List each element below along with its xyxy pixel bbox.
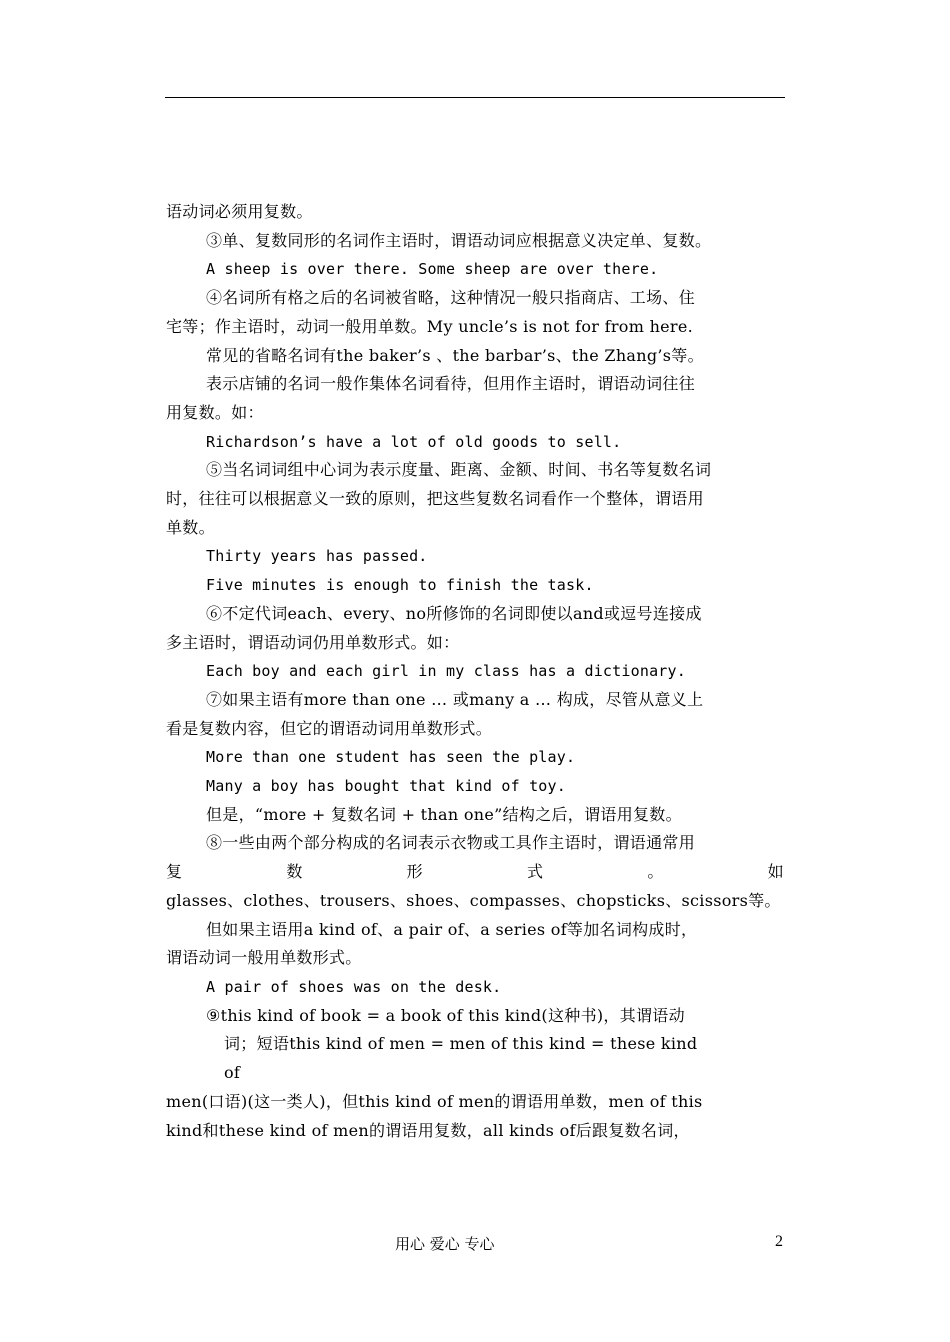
text-line: ⑦如果主语有more than one … 或many a … 构成，尽管从意义上 [206,689,704,709]
text-line: 但是，“more + 复数名词 + than one”结构之后，谓语用复数。 [206,804,682,824]
text-line: 用复数。如： [166,402,264,422]
text-line: men(口语)(这一类人)，但this kind of men的谓语用单数，men of this [166,1091,703,1111]
footer-motto: 用心 爱心 专心 [395,1235,495,1253]
document-body [166,198,784,1145]
text-line: 宅等；作主语时，动词一般用单数。My uncle’s is not for from here. [166,316,694,336]
justified-word: 数 [286,862,303,882]
text-line: 单数。 [166,517,215,537]
text-line: 看是复数内容，但它的谓语动词用单数形式。 [166,718,493,738]
justified-word: 形 [406,862,423,882]
text-line: 表示店铺的名词一般作集体名词看待，但用作主语时，谓语动词往往 [206,374,696,394]
text-line: glasses、clothes、trousers、shoes、compasses、chopsticks、scissors等。 [166,890,781,910]
justified-word: 式 [526,862,544,882]
justified-word: 。 [647,862,664,882]
text-line: ⑤当名词词组中心词为表示度量、距离、金额、时间、书名等复数名词 [206,460,712,480]
header-rule [165,97,785,98]
justified-word: 复 [166,862,183,882]
example-sentence: A pair of shoes was on the desk. [206,977,502,996]
example-sentence: Thirty years has passed. [206,547,428,566]
text-line: kind和these kind of men的谓语用复数，all kinds of后跟复数名词， [166,1120,690,1140]
justified-word: 如 [767,862,784,882]
text-line: 常见的省略名词有the baker’s 、the barbar’s、the Zhang’s等。 [206,345,704,365]
text-line: 谓语动词一般用单数形式。 [166,948,362,968]
text-line: of [224,1063,241,1083]
text-line: 语动词必须用复数。 [166,202,313,221]
text-line: 词；短语this kind of men = men of this kind = these kind [224,1034,698,1054]
text-line: 但如果主语用a kind of、a pair of、a series of等加名词构成时， [206,919,698,939]
text-line: 时，往往可以根据意义一致的原则，把这些复数名词看作一个整体，谓语用 [166,489,704,509]
justified-line [166,858,784,887]
example-sentence: Each boy and each girl in my class has a dictionary. [206,662,686,681]
text-line: 多主语时，谓语动词仍用单数形式。如： [166,632,460,652]
example-sentence: A sheep is over there. Some sheep are over there. [206,260,659,279]
example-sentence: Five minutes is enough to finish the task. [206,576,594,595]
text-line: ⑥不定代词each、every、no所修饰的名词即使以and或逗号连接成 [206,603,702,623]
text-line: ④名词所有格之后的名词被省略，这种情况一般只指商店、工场、住 [206,288,696,308]
example-sentence: Many a boy has bought that kind of toy. [206,777,566,796]
example-sentence: Richardson’s have a lot of old goods to sell. [206,432,622,451]
text-line: ⑧一些由两个部分构成的名词表示衣物或工具作主语时，谓语通常用 [206,833,696,853]
example-sentence: More than one student has seen the play. [206,748,576,767]
text-line: ⑨this kind of book = a book of this kind(这种书)，其谓语动 [206,1005,685,1025]
text-line: ③单、复数同形的名词作主语时，谓语动词应根据意义决定单、复数。 [206,230,712,250]
page-number: 2 [775,1233,783,1250]
